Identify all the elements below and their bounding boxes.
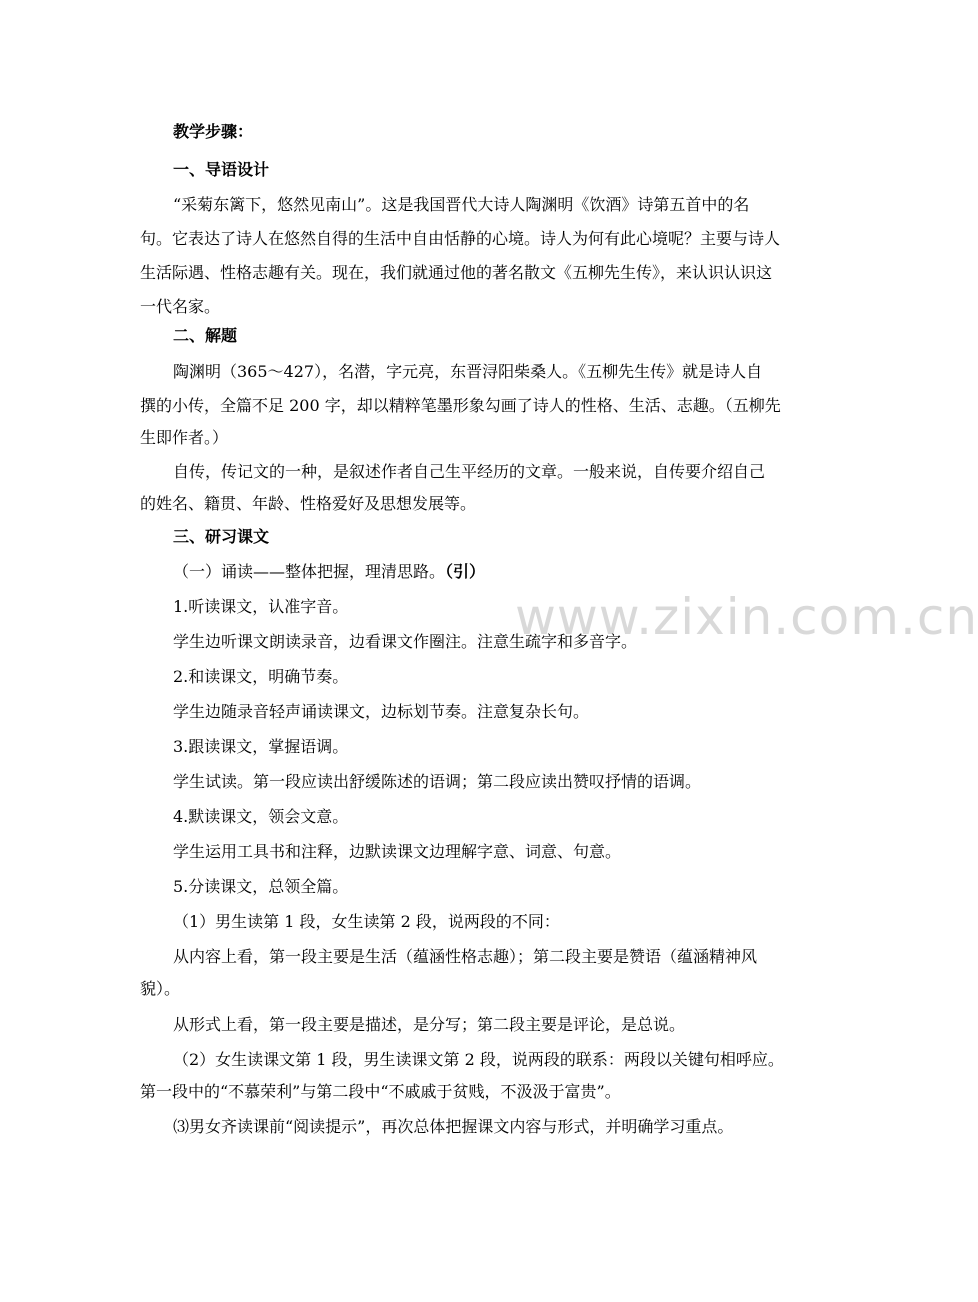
section2-para2-line: 的姓名、籍贯、年龄、性格爱好及思想发展等。: [140, 494, 477, 513]
watermark: www.zixin.com.cn: [515, 588, 978, 646]
section2-para1-line: 生即作者。）: [140, 428, 229, 447]
section1-para-line: 生活际遇、性格志趣有关。现在，我们就通过他的著名散文《五柳先生传》，来认识认识这: [140, 263, 773, 282]
content-analysis-line: 从内容上看，第一段主要是生活（蕴涵性格志趣）；第二段主要是赞语（蕴涵精神风: [173, 947, 758, 966]
content-analysis-line: 貌）。: [140, 979, 181, 998]
section2-para2-line: 自传，传记文的一种，是叙述作者自己生平经历的文章。一般来说，自传要介绍自己: [173, 462, 766, 481]
heading-teaching-steps: 教学步骤：: [173, 122, 254, 141]
step-title: 1.听读课文，认准字音。: [173, 597, 349, 616]
step-title: 5.分读课文，总领全篇。: [173, 877, 349, 896]
section1-title: 一、导语设计: [173, 160, 270, 179]
section2-para1-line: 陶渊明（365～427），名潜，字元亮，东晋浔阳柴桑人。《五柳先生传》就是诗人自: [173, 362, 763, 381]
list-item: （2）女生读课文第 1 段，男生读课文第 2 段，说两段的联系：两段以关键句相呼应。: [173, 1050, 784, 1069]
section2-title: 二、解题: [173, 326, 238, 345]
form-analysis-line: 从形式上看，第一段主要是描述，是分写；第二段主要是评论，是总说。: [173, 1015, 686, 1034]
step-title: 4.默读课文，领会文意。: [173, 807, 349, 826]
step-title: 2.和读课文，明确节奏。: [173, 667, 349, 686]
section1-para-line: 一代名家。: [140, 297, 221, 316]
section1-para-line: “采菊东篱下，悠然见南山”。这是我国晋代大诗人陶渊明《饮酒》诗第五首中的名: [173, 195, 750, 214]
subsection1-heading: [173, 562, 485, 582]
list-item: ⑶男女齐读课前“阅读提示”，再次总体把握课文内容与形式，并明确学习重点。: [173, 1117, 734, 1136]
step-description: 学生边听课文朗读录音，边看课文作圈注。注意生疏字和多音字。: [173, 632, 638, 651]
list-item: （1）男生读第 1 段，女生读第 2 段，说两段的不同：: [173, 912, 560, 931]
step-description: 学生运用工具书和注释，边默读课文边理解字意、词意、句意。: [173, 842, 622, 861]
step-description: 学生试读。第一段应读出舒缓陈述的语调；第二段应读出赞叹抒情的语调。: [173, 772, 702, 791]
section3-title: 三、研习课文: [173, 527, 270, 546]
section2-para1-line: 撰的小传，全篇不足 200 字，却以精粹笔墨形象勾画了诗人的性格、生活、志趣。（五柳先: [140, 396, 781, 415]
list-item-continuation: 第一段中的“不慕荣利”与第二段中“不戚戚于贫贱，不汲汲于富贵”。: [140, 1082, 621, 1101]
section1-para-line: 句。它表达了诗人在悠然自得的生活中自由恬静的心境。诗人为何有此心境呢？主要与诗人: [140, 229, 781, 248]
subsection1-text: （一）诵读——整体把握，理清思路。: [173, 562, 446, 581]
subsection1-tag: （引）: [445, 562, 486, 581]
step-description: 学生边随录音轻声诵读课文，边标划节奏。注意复杂长句。: [173, 702, 590, 721]
step-title: 3.跟读课文，掌握语调。: [173, 737, 349, 756]
